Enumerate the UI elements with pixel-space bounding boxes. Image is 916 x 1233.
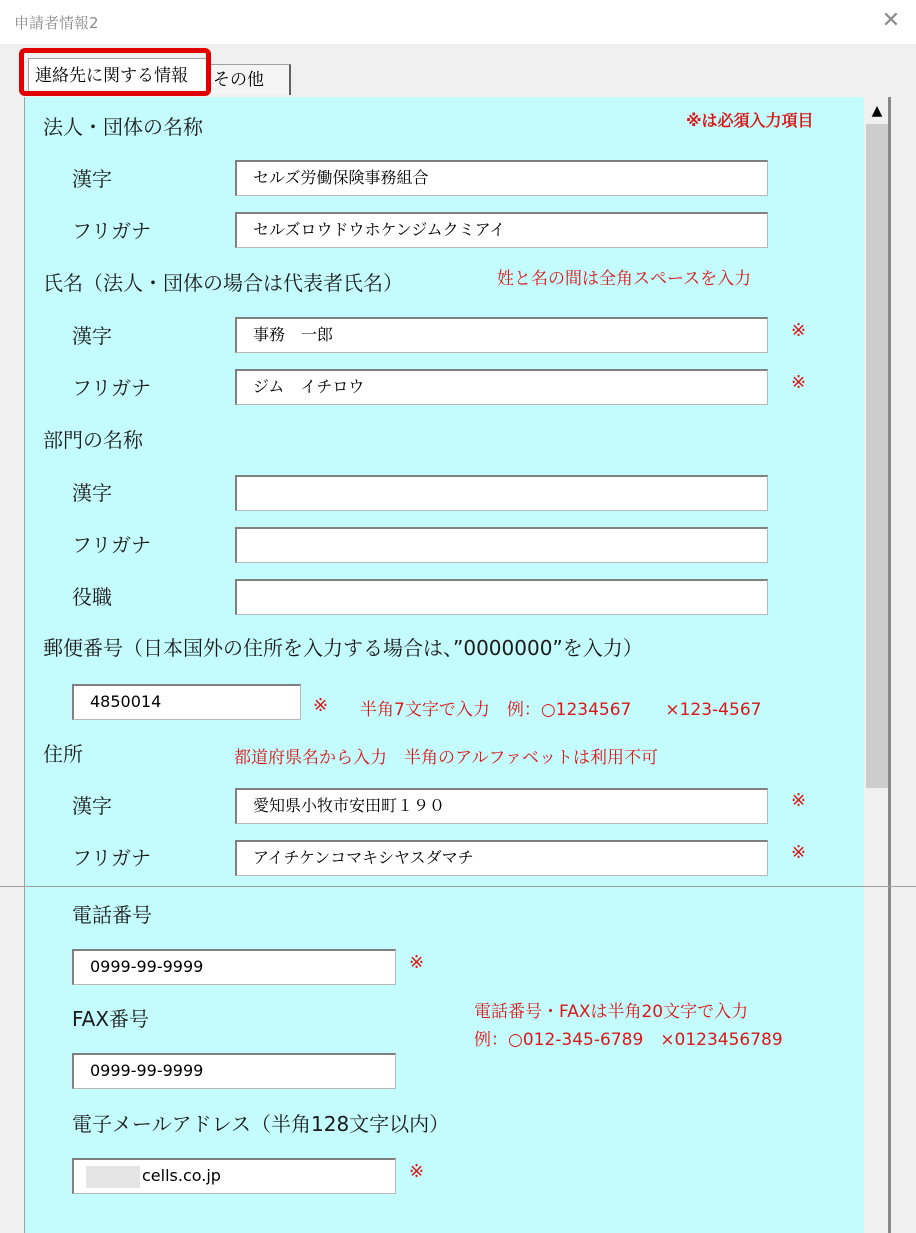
required-mark: ※: [791, 372, 807, 393]
window-title: 申請者情報2: [14, 14, 99, 32]
person-kanji-input[interactable]: 事務 一郎: [235, 317, 768, 353]
title-bar: [0, 0, 916, 44]
postal-note: 半角7文字で入力 例：○1234567 ×123-4567: [360, 700, 762, 720]
person-name-heading: 氏名（法人・団体の場合は代表者氏名）: [43, 271, 403, 295]
fax-input[interactable]: 0999-99-9999: [72, 1053, 396, 1089]
scrollbar-edge: [888, 97, 891, 1233]
person-name-note: 姓と名の間は全角スペースを入力: [497, 269, 752, 289]
email-label: 電子メールアドレス（半角128文字以内）: [72, 1112, 450, 1136]
fax-label: FAX番号: [72, 1007, 150, 1031]
job-title-label: 役職: [72, 585, 112, 609]
phone-fax-note-line1: 電話番号・FAXは半角20文字で入力: [474, 1002, 749, 1022]
postal-code-input[interactable]: 4850014: [72, 684, 301, 720]
tab-other[interactable]: その他: [200, 64, 291, 95]
close-icon[interactable]: ✕: [881, 8, 901, 33]
required-mark: ※: [791, 790, 807, 811]
org-kanji-input[interactable]: セルズ労働保険事務組合: [235, 160, 768, 196]
required-mark: ※: [791, 320, 807, 341]
job-title-input[interactable]: [235, 579, 768, 615]
email-value: cells.co.jp: [142, 1166, 221, 1185]
redacted-blur: [86, 1166, 140, 1188]
address-heading: 住所: [43, 742, 83, 766]
department-heading: 部門の名称: [43, 428, 143, 452]
required-mark: ※: [791, 842, 807, 863]
scroll-thumb[interactable]: [866, 124, 888, 788]
org-kana-input[interactable]: セルズロウドウホケンジムクミアイ: [235, 212, 768, 248]
person-kanji-label: 漢字: [72, 324, 112, 348]
address-kana-input[interactable]: アイチケンコマキシヤスダマチ: [235, 840, 768, 876]
screenshot-seam: [0, 886, 916, 887]
address-kanji-label: 漢字: [72, 794, 112, 818]
phone-label: 電話番号: [72, 903, 152, 927]
dept-kana-input[interactable]: [235, 527, 768, 563]
email-input[interactable]: [72, 1158, 396, 1194]
org-name-heading: 法人・団体の名称: [43, 115, 203, 139]
address-note: 都道府県名から入力 半角のアルファベットは利用不可: [234, 748, 658, 768]
phone-input[interactable]: 0999-99-9999: [72, 949, 396, 985]
dept-kanji-label: 漢字: [72, 481, 112, 505]
org-kanji-label: 漢字: [72, 167, 112, 191]
tab-contact-info[interactable]: 連絡先に関する情報: [28, 58, 208, 93]
dept-kana-label: フリガナ: [72, 533, 151, 557]
required-mark: ※: [409, 952, 425, 973]
required-mark: ※: [409, 1161, 425, 1182]
phone-fax-note-line2: 例：○012-345-6789 ×0123456789: [474, 1030, 783, 1050]
required-mark: ※: [313, 695, 329, 716]
person-kana-label: フリガナ: [72, 376, 151, 400]
address-kana-label: フリガナ: [72, 846, 151, 870]
person-kana-input[interactable]: ジム イチロウ: [235, 369, 768, 405]
scroll-up-icon[interactable]: ▲: [871, 103, 883, 119]
required-note: ※は必須入力項目: [686, 111, 814, 130]
address-kanji-input[interactable]: 愛知県小牧市安田町１９０: [235, 788, 768, 824]
dept-kanji-input[interactable]: [235, 475, 768, 511]
tab-highlight-box: [19, 48, 211, 96]
org-kana-label: フリガナ: [72, 219, 151, 243]
postal-heading: 郵便番号（日本国外の住所を入力する場合は、”0000000”を入力）: [43, 636, 643, 660]
